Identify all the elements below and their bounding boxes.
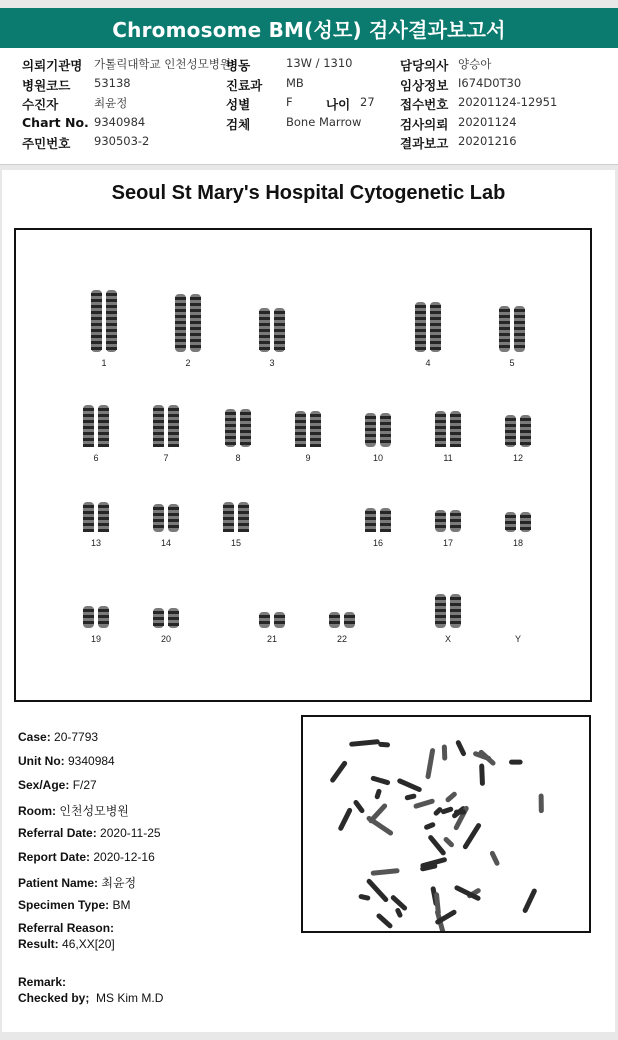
info-value: 53138 bbox=[94, 76, 131, 90]
chromosome-label: 9 bbox=[305, 453, 311, 463]
karyotype-report-card bbox=[2, 170, 615, 1032]
metaphase-chromosome bbox=[423, 822, 436, 831]
chromosome-label: 14 bbox=[160, 538, 171, 548]
metaphase-chromosome bbox=[462, 822, 482, 850]
detail-specimen-type bbox=[18, 898, 130, 912]
chromosome-pair-8 bbox=[221, 409, 255, 447]
chromosome-label: 22 bbox=[336, 634, 347, 644]
metaphase-chromosome bbox=[370, 775, 391, 785]
info-label: 검체 bbox=[226, 117, 251, 132]
karyogram-image bbox=[14, 228, 592, 702]
info-label: 검사의뢰 bbox=[400, 117, 449, 132]
info-value: 20201216 bbox=[458, 134, 517, 148]
chromosome-pair-22 bbox=[325, 612, 359, 628]
metaphase-chromosome bbox=[396, 778, 422, 793]
chromosome-label: 20 bbox=[160, 634, 171, 644]
checked-by-label: Checked by; bbox=[18, 991, 90, 1005]
chromosome-label: 7 bbox=[163, 453, 169, 463]
metaphase-chromosome bbox=[367, 802, 388, 824]
info-label: 임상정보 bbox=[400, 78, 449, 93]
chromosome-pair-2 bbox=[171, 294, 205, 352]
chromosome-label: 2 bbox=[185, 358, 191, 368]
detail-label: Result: bbox=[18, 937, 59, 951]
info-label: 담당의사 bbox=[400, 58, 449, 73]
report-title: Chromosome BM(성모) 검사결과보고서 bbox=[112, 17, 506, 42]
info-label: 수진자 bbox=[22, 97, 59, 112]
chromosome-label: 8 bbox=[235, 453, 241, 463]
chromosome-pair-20 bbox=[149, 608, 183, 628]
chromosome-label: 18 bbox=[512, 538, 523, 548]
chromosome-pair-21 bbox=[255, 612, 289, 628]
detail-value: BM bbox=[112, 898, 131, 912]
detail-label: Case: bbox=[18, 730, 51, 744]
detail-label: Specimen Type: bbox=[18, 898, 110, 912]
chromosome-pair-X bbox=[431, 594, 465, 628]
chromosome-label: 3 bbox=[269, 358, 275, 368]
detail-label: Patient Name: bbox=[18, 876, 99, 890]
chromosome-pair-15 bbox=[219, 502, 253, 532]
chromosome-pair-16 bbox=[361, 508, 395, 532]
metaphase-chromosome bbox=[425, 748, 435, 780]
metaphase-chromosome bbox=[374, 788, 382, 800]
detail-referral-reason bbox=[18, 921, 114, 935]
metaphase-chromosome bbox=[337, 807, 353, 832]
lab-title: Seoul St Mary's Hospital Cytogenetic Lab bbox=[111, 182, 506, 204]
metaphase-chromosome bbox=[442, 744, 448, 760]
detail-unit-no bbox=[18, 754, 115, 768]
info-label: 의뢰기관명 bbox=[22, 58, 83, 73]
chromosome-label: 10 bbox=[372, 453, 383, 463]
detail-sex-age bbox=[18, 778, 97, 792]
chromosome-pair-14 bbox=[149, 504, 183, 532]
chromosome-label: 6 bbox=[93, 453, 99, 463]
metaphase-chromosome bbox=[440, 806, 454, 815]
chromosome-label: 13 bbox=[90, 538, 101, 548]
metaphase-chromosome bbox=[479, 763, 485, 786]
metaphase-chromosome bbox=[455, 739, 467, 757]
metaphase-chromosome bbox=[404, 793, 417, 801]
detail-label: Report Date: bbox=[18, 850, 91, 864]
info-label: 진료과 bbox=[226, 78, 263, 93]
chromosome-label: 15 bbox=[230, 538, 241, 548]
metaphase-chromosome bbox=[443, 836, 456, 848]
detail-value: 인천성모병원 bbox=[59, 804, 129, 818]
remark-label: Remark: bbox=[18, 975, 67, 989]
detail-case bbox=[18, 730, 98, 744]
metaphase-chromosome bbox=[358, 894, 371, 901]
info-value: MB bbox=[286, 76, 304, 90]
chromosome-label: 4 bbox=[425, 358, 431, 368]
chromosome-label: 5 bbox=[509, 358, 515, 368]
detail-value: 2020-12-16 bbox=[93, 850, 155, 864]
info-value: 20201124 bbox=[458, 115, 517, 129]
info-label: 병동 bbox=[226, 58, 251, 73]
chromosome-pair-10 bbox=[361, 413, 395, 447]
metaphase-chromosome bbox=[349, 739, 380, 747]
info-label: 나이 bbox=[326, 97, 351, 112]
detail-report-date bbox=[18, 850, 155, 864]
info-row bbox=[0, 95, 618, 114]
info-row bbox=[0, 56, 618, 75]
info-label: Chart No. bbox=[22, 115, 89, 130]
chromosome-pair-1 bbox=[87, 290, 121, 352]
metaphase-chromosome bbox=[489, 850, 500, 867]
metaphase-chromosome bbox=[454, 809, 466, 814]
info-value: 가톨릭대학교 인천성모병원 bbox=[94, 57, 231, 71]
chromosome-pair-17 bbox=[431, 510, 465, 532]
info-row bbox=[0, 76, 618, 95]
metaphase-chromosome bbox=[378, 742, 390, 748]
info-label: 결과보고 bbox=[400, 136, 449, 151]
detail-patient-name bbox=[18, 874, 136, 891]
info-value: 13W / 1310 bbox=[286, 56, 353, 70]
chromosome-label: X bbox=[444, 634, 451, 644]
patient-info-panel bbox=[0, 48, 618, 165]
info-value: 930503-2 bbox=[94, 134, 150, 148]
chromosome-label: 19 bbox=[90, 634, 101, 644]
chromosome-label: 21 bbox=[266, 634, 277, 644]
chromosome-pair-3 bbox=[255, 308, 289, 352]
chromosome-label: 1 bbox=[101, 358, 107, 368]
detail-label: Referral Reason: bbox=[18, 921, 115, 935]
metaphase-chromosome bbox=[366, 815, 395, 837]
info-value: Bone Marrow bbox=[286, 115, 362, 129]
metaphase-chromosome bbox=[539, 793, 544, 813]
detail-value: 46,XX[20] bbox=[62, 937, 115, 951]
metaphase-chromosome bbox=[352, 799, 365, 814]
info-row bbox=[0, 134, 618, 153]
chromosome-pair-11 bbox=[431, 411, 465, 447]
detail-room bbox=[18, 802, 129, 819]
chromosome-pair-18 bbox=[501, 512, 535, 532]
detail-result bbox=[18, 937, 115, 951]
detail-value: F/27 bbox=[72, 778, 97, 792]
info-value: 양승아 bbox=[458, 57, 492, 71]
detail-value: 최윤정 bbox=[101, 876, 137, 890]
detail-value: 9340984 bbox=[68, 754, 115, 768]
detail-label: Room: bbox=[18, 804, 56, 818]
info-value: 최윤정 bbox=[94, 96, 128, 110]
chromosome-label: 17 bbox=[442, 538, 453, 548]
chromosome-pair-12 bbox=[501, 415, 535, 447]
metaphase-chromosome bbox=[444, 791, 457, 804]
chromosome-label: 16 bbox=[372, 538, 383, 548]
report-title-bar bbox=[0, 8, 618, 48]
info-row bbox=[0, 115, 618, 134]
detail-value: 20-7793 bbox=[54, 730, 99, 744]
chromosome-label: 11 bbox=[443, 453, 453, 463]
chromosome-pair-6 bbox=[79, 405, 113, 447]
detail-value: 2020-11-25 bbox=[100, 826, 161, 840]
metaphase-chromosome bbox=[329, 760, 348, 784]
chromosome-label: 12 bbox=[512, 453, 523, 463]
chromosome-pair-5 bbox=[495, 306, 529, 352]
info-value: 27 bbox=[360, 95, 375, 109]
chromosome-pair-19 bbox=[79, 606, 113, 628]
info-value: 20201124-12951 bbox=[458, 95, 558, 109]
chromosome-pair-9 bbox=[291, 411, 325, 447]
info-label: 접수번호 bbox=[400, 97, 449, 112]
detail-label: Unit No: bbox=[18, 754, 65, 768]
checked-by-value: MS Kim M.D bbox=[96, 991, 164, 1005]
metaphase-chromosome bbox=[375, 912, 393, 929]
info-label: 주민번호 bbox=[22, 136, 71, 151]
metaphase-chromosome bbox=[509, 760, 523, 765]
info-value: F bbox=[286, 95, 293, 109]
info-label: 병원코드 bbox=[22, 78, 71, 93]
detail-label: Referral Date: bbox=[18, 826, 97, 840]
detail-label: Sex/Age: bbox=[18, 778, 70, 792]
metaphase-spread bbox=[303, 717, 589, 931]
detail-referral-date bbox=[18, 826, 161, 840]
info-value: I674D0T30 bbox=[458, 76, 522, 90]
metaphase-image bbox=[301, 715, 591, 933]
metaphase-chromosome bbox=[413, 798, 435, 809]
chromosome-pair-13 bbox=[79, 502, 113, 532]
info-value: 9340984 bbox=[94, 115, 146, 129]
chromosome-label: Y bbox=[514, 634, 521, 644]
remark bbox=[18, 975, 66, 989]
metaphase-chromosome bbox=[371, 868, 400, 876]
info-label: 성별 bbox=[226, 97, 251, 112]
metaphase-chromosome bbox=[427, 834, 447, 856]
chromosome-pair-7 bbox=[149, 405, 183, 447]
chromosome-pair-4 bbox=[411, 302, 445, 352]
metaphase-chromosome bbox=[522, 888, 538, 914]
checked-by bbox=[18, 991, 163, 1005]
